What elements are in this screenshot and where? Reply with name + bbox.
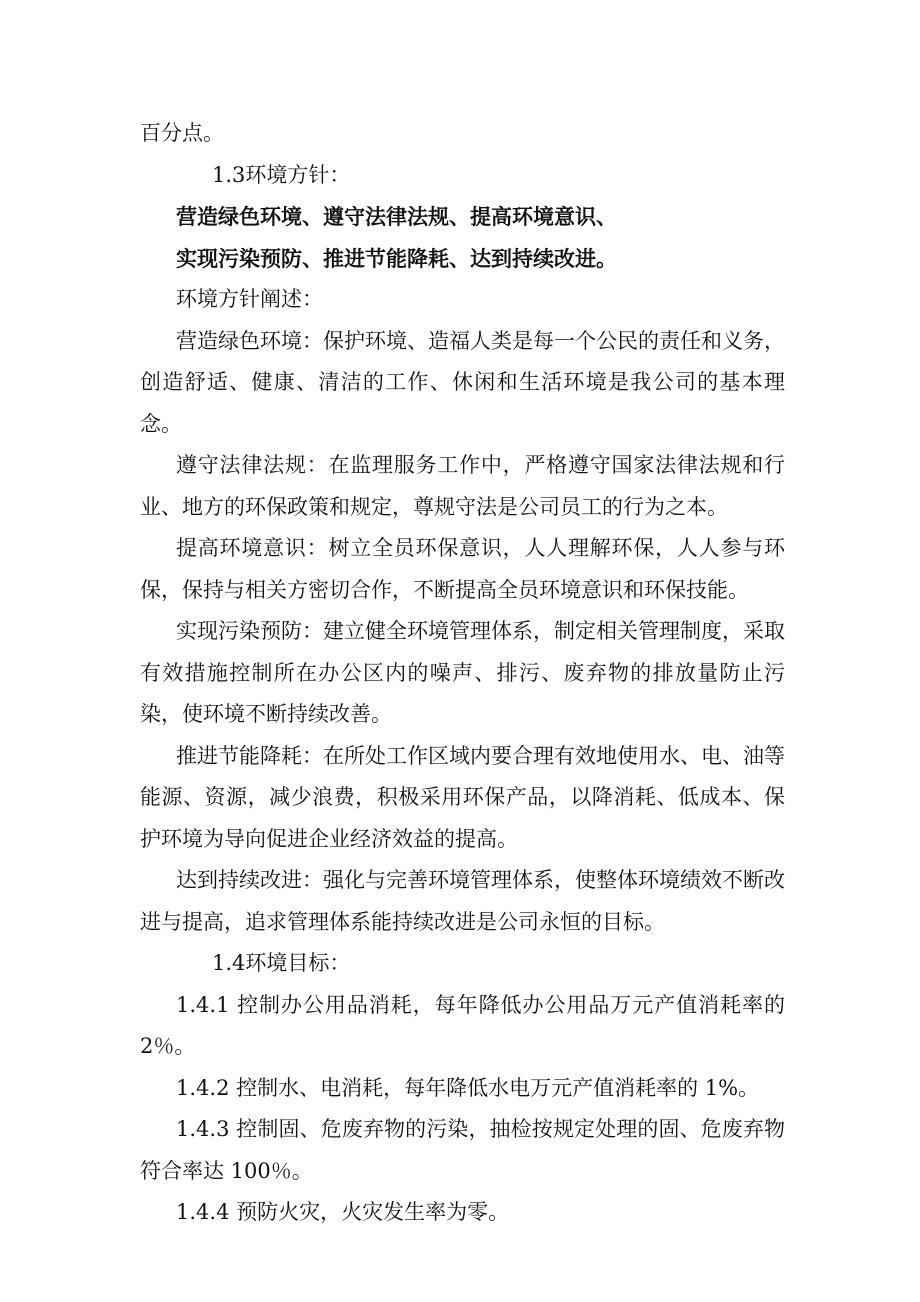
paragraph-text: 1.4.2 控制水、电消耗，每年降低水电万元产值消耗率的 1%。: [176, 1075, 760, 1100]
policy-slogan-line-1: [140, 196, 785, 238]
paragraph-text: 实现污染预防：建立健全环境管理体系，制定相关管理制度，采取有效措施控制所在办公区内的噪声、排污、废弃物的排放量防止污染，使环境不断持续改善。: [140, 619, 785, 726]
objective-1-4-4: [140, 1192, 785, 1234]
paragraph-text: 提高环境意识：树立全员环保意识，人人理解环保，人人参与环保，保持与相关方密切合作，不断提高全员环境意识和环保技能。: [140, 536, 785, 602]
paragraph-legal-compliance: [140, 445, 785, 528]
objective-1-4-1: [140, 985, 785, 1068]
paragraph-text: 遵守法律法规：在监理服务工作中，严格遵守国家法律法规和行业、地方的环保政策和规定，尊规守法是公司员工的行为之本。: [140, 453, 785, 519]
paragraph-green-environment: [140, 321, 785, 446]
paragraph-text: 推进节能降耗：在所处工作区域内要合理有效地使用水、电、油等能源、资源，减少浪费，积极采用环保产品，以降消耗、低成本、保护环境为导向促进企业经济效益的提高。: [140, 743, 785, 851]
paragraph-energy-saving: [140, 736, 785, 861]
policy-slogan-line-2: [140, 238, 785, 280]
paragraph-text: 1.4.3 控制固、危废弃物的污染，抽检按规定处理的固、危废弃物符合率达 100％。: [140, 1117, 785, 1183]
paragraph-continuation: [140, 113, 785, 155]
paragraph-text: 营造绿色环境：保护环境、造福人类是每一个公民的责任和义务，创造舒适、健康、清洁的工作、休闲和生活环境是我公司的基本理念。: [140, 328, 785, 436]
section-title: 环境目标：: [245, 951, 351, 975]
section-title: 环境方针：: [245, 162, 351, 187]
paragraph-pollution-prevention: [140, 611, 785, 736]
objective-1-4-3: [140, 1109, 785, 1192]
paragraph-text: 达到持续改进：强化与完善环境管理体系，使整体环境绩效不断改进与提高，追求管理体系能持续改进是公司永恒的目标。: [140, 868, 785, 934]
paragraph-environmental-awareness: [140, 528, 785, 611]
paragraph-text: 实现污染预防、推进节能降耗、达到持续改进。: [176, 245, 617, 271]
paragraph-text: 百分点。: [140, 121, 224, 145]
section-number: 1.4: [212, 951, 246, 975]
objective-1-4-2: [140, 1068, 785, 1110]
document-body: [140, 113, 785, 1234]
section-heading-1-3: [140, 155, 785, 197]
paragraph-text: 营造绿色环境、遵守法律法规、提高环境意识、: [176, 204, 617, 229]
paragraph-text: 1.4.4 预防火灾，火灾发生率为零。: [176, 1200, 510, 1224]
section-number: 1.3: [212, 162, 246, 187]
paragraph-continuous-improvement: [140, 860, 785, 943]
paragraph-text: 环境方针阐述：: [176, 287, 323, 311]
paragraph-text: 1.4.1 控制办公用品消耗，每年降低办公用品万元产值消耗率的 2％。: [140, 992, 785, 1058]
policy-explanation-heading: [140, 279, 785, 321]
section-heading-1-4: [140, 943, 785, 985]
